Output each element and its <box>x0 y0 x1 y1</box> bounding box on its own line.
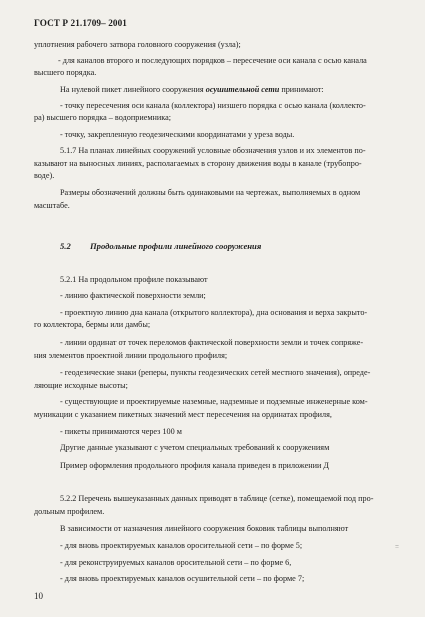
clause-5-1-7: 5.1.7 На планах линейных сооружений условные обозначения узлов и их элементов по- <box>60 146 366 155</box>
text-line: В зависимости от назначения линейного сооружения боковик таблицы выполняют <box>60 524 349 533</box>
list-item: - для вновь проектируемых каналов осушительной сети – по форме 7; <box>60 574 305 583</box>
text-line: ния элементов проектной линии продольного профиля; <box>34 351 228 360</box>
list-item: - для реконструируемых каналов оросительной сети – по форме 6, <box>60 558 292 567</box>
text-line: воде). <box>34 171 55 180</box>
text-line: Размеры обозначений должны быть одинаковыми на чертежах, выполняемых в одном <box>60 188 361 197</box>
list-item: - для каналов второго и последующих порядков – пересечение оси канала с осью канала <box>58 56 367 65</box>
list-item: - точку пересечения оси канала (коллектора) низшего порядка с осью канала (коллекто- <box>60 101 366 110</box>
list-item: - существующие и проектируемые наземные, надземные и подземные инженерные ком- <box>60 397 368 406</box>
list-item: - линию фактической поверхности земли; <box>60 291 206 300</box>
list-item: - точку, закрепленную геодезическими координатами у уреза воды. <box>60 130 295 139</box>
text-line: уплотнения рабочего затвора головного сооружения (узла); <box>34 40 241 49</box>
text-line: высшего порядка. <box>34 68 97 77</box>
list-item: - линии ординат от точек переломов фактической поверхности земли и точек сопряже- <box>60 338 364 347</box>
section-number: 5.2 <box>60 241 71 251</box>
text-line: ляющие исходные высоты; <box>34 381 128 390</box>
text-line: Другие данные указывают с учетом специальных требований к сооружениям <box>60 443 330 452</box>
clause-5-2-1: 5.2.1 На продольном профиле показывают <box>60 275 208 284</box>
text-line: Пример оформления продольного профиля канала приведен в приложении Д <box>60 461 329 470</box>
section-title: Продольные профили линейного сооружения <box>90 241 262 251</box>
text-line: казывают на выносных линиях, располагаемых в сторону движения воды в канале (трубопро- <box>34 159 362 168</box>
list-item: - геодезические знаки (реперы, пункты геодезических сетей местного значения), опреде- <box>60 368 371 377</box>
list-item: - для вновь проектируемых каналов оросительной сети – по форме 5; <box>60 541 303 550</box>
margin-mark: = <box>395 543 399 551</box>
text-line: муникации с указанием пикетных значений мест пересечения на ординатах профиля, <box>34 410 332 419</box>
emphasis-text: осушительной сети <box>205 85 280 94</box>
text-line: го коллектора, бермы или дамбы; <box>34 320 151 329</box>
text-span: На нулевой пикет линейного сооружения <box>60 85 206 94</box>
text-line: дольным профилем. <box>34 507 105 516</box>
page-number: 10 <box>34 591 43 601</box>
text-span: принимают: <box>279 85 324 94</box>
clause-5-2-2: 5.2.2 Перечень вышеуказанных данных приводят в таблице (сетке), помещаемой под про- <box>60 494 374 503</box>
document-header: ГОСТ Р 21.1709– 2001 <box>34 18 127 28</box>
text-line: масштабе. <box>34 201 70 210</box>
paragraph-zero-picket <box>60 85 324 95</box>
list-item: - проектную линию дна канала (открытого коллектора), дна основания и верха закрыто- <box>60 308 368 317</box>
text-line: ра) высшего порядка – водоприемника; <box>34 113 172 122</box>
list-item: - пикеты принимаются через 100 м <box>60 427 182 436</box>
